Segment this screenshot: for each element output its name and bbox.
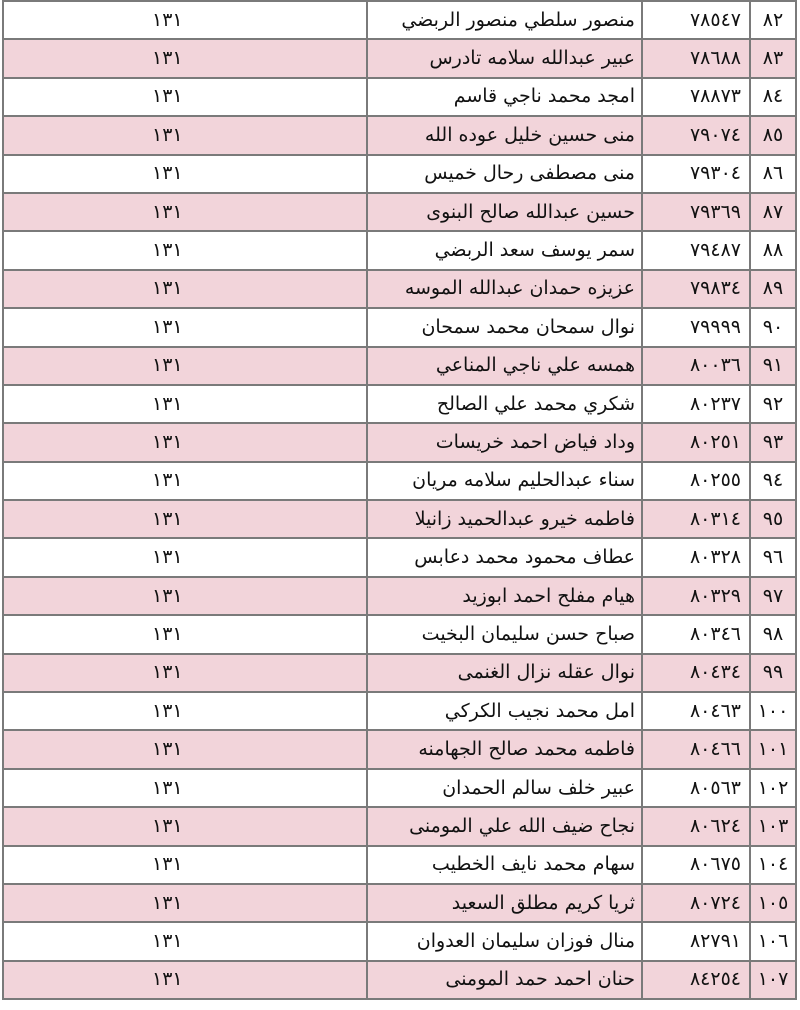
table-row bbox=[3, 347, 796, 385]
row-name-cell: منى حسين خليل عوده الله bbox=[367, 116, 642, 154]
row-score-cell: ١٣١ bbox=[3, 730, 367, 768]
row-code-cell: ٧٨٥٤٧ bbox=[642, 1, 750, 39]
row-name-cell: عزيزه حمدان عبدالله الموسه bbox=[367, 270, 642, 308]
row-name-cell: امل محمد نجيب الكركي bbox=[367, 692, 642, 730]
table-row bbox=[3, 385, 796, 423]
row-index-cell: ١٠٤ bbox=[750, 846, 796, 884]
row-name-cell: شكري محمد علي الصالح bbox=[367, 385, 642, 423]
row-code-cell: ٨٠٢٥٥ bbox=[642, 462, 750, 500]
row-code-cell: ٨٠٣٢٩ bbox=[642, 577, 750, 615]
row-score-cell: ١٣١ bbox=[3, 78, 367, 116]
row-index-cell: ٨٩ bbox=[750, 270, 796, 308]
row-code-cell: ٨٠٣٤٦ bbox=[642, 615, 750, 653]
table-row bbox=[3, 730, 796, 768]
row-index-cell: ٨٧ bbox=[750, 193, 796, 231]
table-row bbox=[3, 1, 796, 39]
row-code-cell: ٧٩٣٦٩ bbox=[642, 193, 750, 231]
row-name-cell: سناء عبدالحليم سلامه مريان bbox=[367, 462, 642, 500]
row-name-cell: حنان احمد حمد المومنى bbox=[367, 961, 642, 999]
row-code-cell: ٨٠٥٦٣ bbox=[642, 769, 750, 807]
table-row bbox=[3, 155, 796, 193]
row-name-cell: عطاف محمود محمد دعابس bbox=[367, 538, 642, 576]
row-code-cell: ٨٤٢٥٤ bbox=[642, 961, 750, 999]
row-name-cell: فاطمه محمد صالح الجهامنه bbox=[367, 730, 642, 768]
row-code-cell: ٨٠٦٢٤ bbox=[642, 807, 750, 845]
row-score-cell: ١٣١ bbox=[3, 462, 367, 500]
row-code-cell: ٨٠٣٢٨ bbox=[642, 538, 750, 576]
row-name-cell: حسين عبدالله صالح البنوى bbox=[367, 193, 642, 231]
results-table-body bbox=[3, 1, 796, 999]
row-code-cell: ٧٩٠٧٤ bbox=[642, 116, 750, 154]
row-score-cell: ١٣١ bbox=[3, 116, 367, 154]
row-name-cell: سمر يوسف سعد الربضي bbox=[367, 231, 642, 269]
row-index-cell: ١٠٢ bbox=[750, 769, 796, 807]
table-row bbox=[3, 846, 796, 884]
table-row bbox=[3, 615, 796, 653]
row-name-cell: فاطمه خيرو عبدالحميد زانيلا bbox=[367, 500, 642, 538]
row-index-cell: ٩٥ bbox=[750, 500, 796, 538]
row-index-cell: ١٠٣ bbox=[750, 807, 796, 845]
row-score-cell: ١٣١ bbox=[3, 922, 367, 960]
row-index-cell: ٨٤ bbox=[750, 78, 796, 116]
table-row bbox=[3, 500, 796, 538]
row-name-cell: همسه علي ناجي المناعي bbox=[367, 347, 642, 385]
table-row bbox=[3, 922, 796, 960]
row-name-cell: منال فوزان سليمان العدوان bbox=[367, 922, 642, 960]
row-name-cell: نوال عقله نزال الغنمى bbox=[367, 654, 642, 692]
results-table bbox=[2, 0, 797, 1000]
row-name-cell: منى مصطفى رحال خميس bbox=[367, 155, 642, 193]
table-row bbox=[3, 423, 796, 461]
row-score-cell: ١٣١ bbox=[3, 615, 367, 653]
table-row bbox=[3, 462, 796, 500]
row-name-cell: نوال سمحان محمد سمحان bbox=[367, 308, 642, 346]
row-code-cell: ٧٩٣٠٤ bbox=[642, 155, 750, 193]
row-score-cell: ١٣١ bbox=[3, 846, 367, 884]
row-code-cell: ٧٩٨٣٤ bbox=[642, 270, 750, 308]
row-name-cell: صباح حسن سليمان البخيت bbox=[367, 615, 642, 653]
row-index-cell: ٩٣ bbox=[750, 423, 796, 461]
table-row bbox=[3, 270, 796, 308]
row-index-cell: ٩٨ bbox=[750, 615, 796, 653]
row-index-cell: ١٠٧ bbox=[750, 961, 796, 999]
row-code-cell: ٨٠٢٣٧ bbox=[642, 385, 750, 423]
table-row bbox=[3, 884, 796, 922]
row-code-cell: ٨٠٢٥١ bbox=[642, 423, 750, 461]
table-row bbox=[3, 308, 796, 346]
row-score-cell: ١٣١ bbox=[3, 347, 367, 385]
table-row bbox=[3, 538, 796, 576]
row-code-cell: ٧٩٩٩٩ bbox=[642, 308, 750, 346]
row-code-cell: ٨٠٦٧٥ bbox=[642, 846, 750, 884]
row-score-cell: ١٣١ bbox=[3, 577, 367, 615]
row-code-cell: ٨٠٤٦٣ bbox=[642, 692, 750, 730]
table-row bbox=[3, 577, 796, 615]
row-code-cell: ٧٩٤٨٧ bbox=[642, 231, 750, 269]
row-code-cell: ٨٢٧٩١ bbox=[642, 922, 750, 960]
table-row bbox=[3, 654, 796, 692]
row-index-cell: ٨٣ bbox=[750, 39, 796, 77]
table-row bbox=[3, 692, 796, 730]
row-index-cell: ١٠٦ bbox=[750, 922, 796, 960]
row-index-cell: ٩١ bbox=[750, 347, 796, 385]
row-code-cell: ٨٠٣١٤ bbox=[642, 500, 750, 538]
row-score-cell: ١٣١ bbox=[3, 39, 367, 77]
row-score-cell: ١٣١ bbox=[3, 961, 367, 999]
table-row bbox=[3, 807, 796, 845]
row-name-cell: امجد محمد ناجي قاسم bbox=[367, 78, 642, 116]
row-index-cell: ١٠١ bbox=[750, 730, 796, 768]
row-index-cell: ٩٩ bbox=[750, 654, 796, 692]
row-index-cell: ٨٦ bbox=[750, 155, 796, 193]
row-code-cell: ٧٨٦٨٨ bbox=[642, 39, 750, 77]
row-index-cell: ٩٠ bbox=[750, 308, 796, 346]
row-score-cell: ١٣١ bbox=[3, 193, 367, 231]
row-index-cell: ٨٥ bbox=[750, 116, 796, 154]
row-name-cell: عبير خلف سالم الحمدان bbox=[367, 769, 642, 807]
row-index-cell: ١٠٠ bbox=[750, 692, 796, 730]
row-index-cell: ٩٧ bbox=[750, 577, 796, 615]
row-index-cell: ٨٨ bbox=[750, 231, 796, 269]
table-row bbox=[3, 231, 796, 269]
row-score-cell: ١٣١ bbox=[3, 884, 367, 922]
row-score-cell: ١٣١ bbox=[3, 231, 367, 269]
row-score-cell: ١٣١ bbox=[3, 1, 367, 39]
row-score-cell: ١٣١ bbox=[3, 500, 367, 538]
row-index-cell: ٩٢ bbox=[750, 385, 796, 423]
row-score-cell: ١٣١ bbox=[3, 769, 367, 807]
row-name-cell: سهام محمد نايف الخطيب bbox=[367, 846, 642, 884]
row-index-cell: ٩٦ bbox=[750, 538, 796, 576]
row-code-cell: ٨٠٤٦٦ bbox=[642, 730, 750, 768]
row-code-cell: ٨٠٤٣٤ bbox=[642, 654, 750, 692]
table-row bbox=[3, 961, 796, 999]
row-name-cell: منصور سلطي منصور الربضي bbox=[367, 1, 642, 39]
row-name-cell: ثريا كريم مطلق السعيد bbox=[367, 884, 642, 922]
table-row bbox=[3, 39, 796, 77]
table-row bbox=[3, 193, 796, 231]
table-row bbox=[3, 116, 796, 154]
row-score-cell: ١٣١ bbox=[3, 538, 367, 576]
row-name-cell: عبير عبدالله سلامه تادرس bbox=[367, 39, 642, 77]
row-score-cell: ١٣١ bbox=[3, 654, 367, 692]
row-score-cell: ١٣١ bbox=[3, 423, 367, 461]
row-name-cell: نجاح ضيف الله علي المومنى bbox=[367, 807, 642, 845]
row-code-cell: ٨٠٧٢٤ bbox=[642, 884, 750, 922]
row-index-cell: ٨٢ bbox=[750, 1, 796, 39]
row-score-cell: ١٣١ bbox=[3, 385, 367, 423]
row-index-cell: ٩٤ bbox=[750, 462, 796, 500]
row-code-cell: ٧٨٨٧٣ bbox=[642, 78, 750, 116]
row-index-cell: ١٠٥ bbox=[750, 884, 796, 922]
row-score-cell: ١٣١ bbox=[3, 807, 367, 845]
row-score-cell: ١٣١ bbox=[3, 308, 367, 346]
row-name-cell: هيام مفلح احمد ابوزيد bbox=[367, 577, 642, 615]
row-score-cell: ١٣١ bbox=[3, 270, 367, 308]
table-row bbox=[3, 769, 796, 807]
row-name-cell: وداد فياض احمد خريسات bbox=[367, 423, 642, 461]
row-score-cell: ١٣١ bbox=[3, 692, 367, 730]
row-code-cell: ٨٠٠٣٦ bbox=[642, 347, 750, 385]
row-score-cell: ١٣١ bbox=[3, 155, 367, 193]
table-row bbox=[3, 78, 796, 116]
